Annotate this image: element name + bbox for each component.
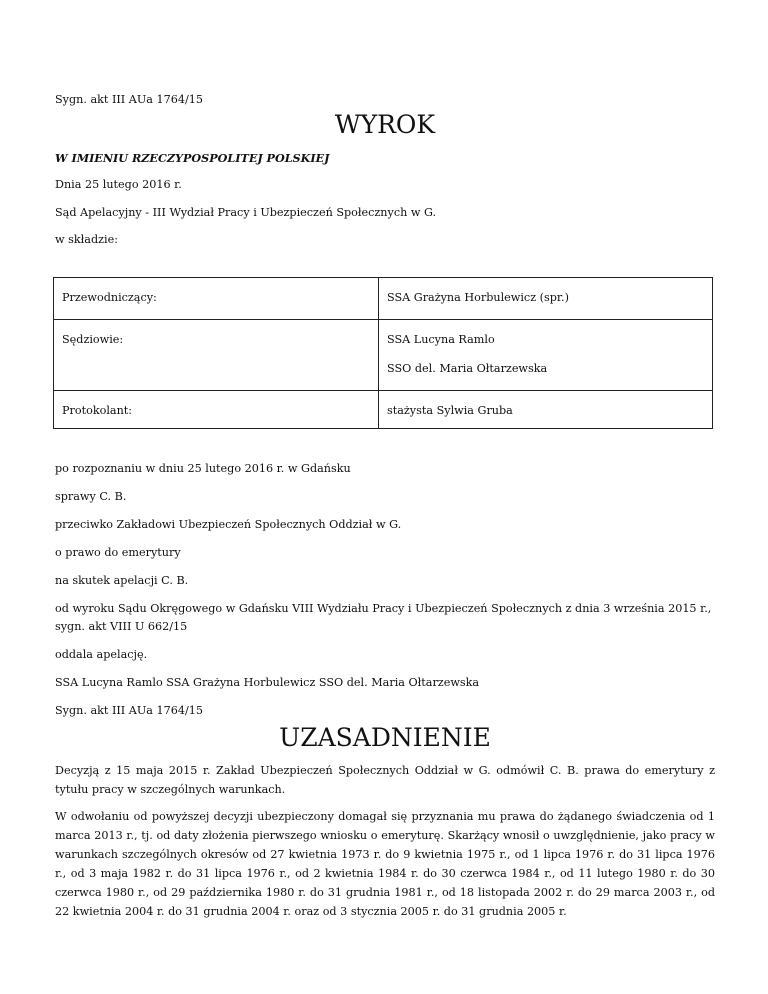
signatures: SSA Lucyna Ramlo SSA Grażyna Horbulewicz SSO del. Maria Ołtarzewska — [55, 676, 480, 689]
judgment-date: Dnia 25 lutego 2016 r. — [55, 178, 182, 191]
clerk-name: stażysta Sylwia Gruba — [387, 404, 513, 417]
operative-part: oddala apelację. — [55, 648, 148, 661]
role-judges: Sędziowie: — [62, 333, 124, 346]
court-name: Sąd Apelacyjny - III Wydział Pracy i Ubezpieczeń Społecznych w G. — [55, 206, 437, 219]
table-row-divider — [54, 390, 712, 391]
justification-paragraph: Decyzją z 15 maja 2015 r. Zakład Ubezpieczeń Społecznych Oddział w G. odmówił C. B. prawa do emerytury z tytułu pracy w szczególnych warunkach. — [55, 764, 715, 796]
judge-name: SSO del. Maria Ołtarzewska — [387, 362, 548, 375]
table-column-divider — [378, 278, 379, 428]
body-paragraph: od wyroku Sądu Okręgowego w Gdańsku VIII Wydziału Pracy i Ubezpieczeń Społecznych z dnia 3 września 2015 r., — [55, 602, 712, 615]
role-clerk: Protokolant: — [62, 404, 133, 417]
body-paragraph: sprawy C. B. — [55, 490, 127, 503]
body-paragraph: na skutek apelacji C. B. — [55, 574, 189, 587]
composition-label: w składzie: — [55, 233, 118, 246]
role-presiding: Przewodniczący: — [62, 291, 157, 304]
body-paragraph: o prawo do emerytury — [55, 546, 181, 559]
justification-title: UZASADNIENIE — [279, 723, 491, 752]
case-number-bottom: Sygn. akt III AUa 1764/15 — [55, 704, 203, 717]
presiding-judge-name: SSA Grażyna Horbulewicz (spr.) — [387, 291, 569, 304]
body-paragraph: sygn. akt VIII U 662/15 — [55, 620, 188, 633]
judgment-subtitle: W IMIENIU RZECZYPOSPOLITEJ POLSKIEJ — [55, 151, 330, 165]
table-row-divider — [54, 319, 712, 320]
body-paragraph: po rozpoznaniu w dniu 25 lutego 2016 r. w Gdańsku — [55, 462, 351, 475]
panel-table — [53, 277, 713, 429]
case-number-top: Sygn. akt III AUa 1764/15 — [55, 93, 203, 106]
body-paragraph: przeciwko Zakładowi Ubezpieczeń Społecznych Oddział w G. — [55, 518, 402, 531]
judge-name: SSA Lucyna Ramlo — [387, 333, 495, 346]
judgment-title: WYROK — [334, 110, 436, 139]
justification-paragraph: W odwołaniu od powyższej decyzji ubezpieczony domagał się przyznania mu prawa do żądanego świadczenia od 1 marca 2013 r., tj. od daty złożenia pierwszego wniosku o emeryturę. Skarżący wnosił o uwzględnienie, jako pracy w warunkach szczególnych okresów od 27 kwietnia 1973 r. do 9 kwietnia 1975 r., od 1 lipca 1976 r. do 31 lipca 1976 r., od 3 maja 1982 r. do 31 lipca 1976 r., od 2 kwietnia 1984 r. do 30 czerwca 1984 r., od 11 lutego 1980 r. do 30 czerwca 1980 r., od 29 października 1980 r. do 31 grudnia 1981 r., od 18 listopada 2002 r. do 29 marca 2003 r., od 22 kwietnia 2004 r. do 31 grudnia 2004 r. oraz od 3 stycznia 2005 r. do 31 grudnia 2005 r. — [55, 810, 715, 918]
